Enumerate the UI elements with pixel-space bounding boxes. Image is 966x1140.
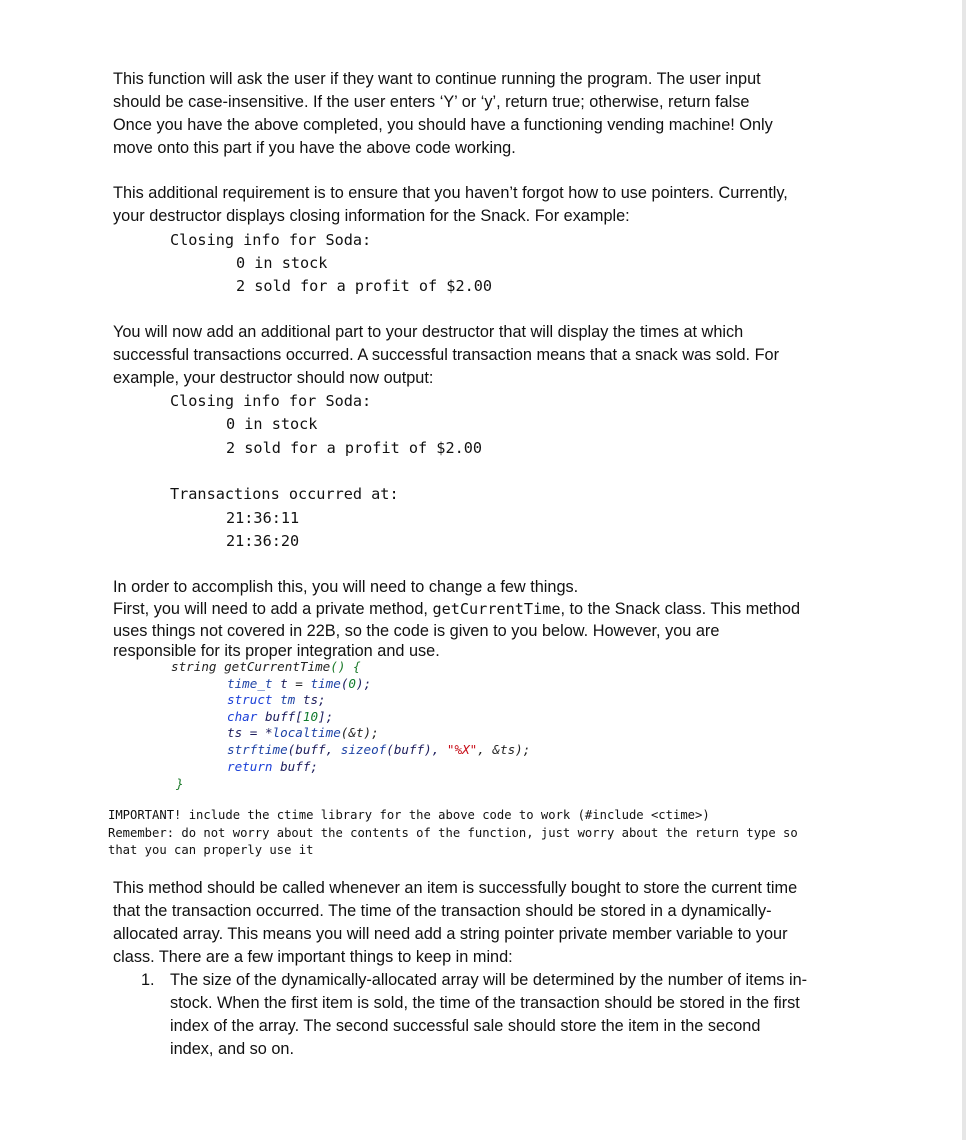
order-line: responsible for its proper integration and use. <box>113 642 440 660</box>
code-token: } <box>176 776 184 791</box>
code-token: struct <box>227 692 273 707</box>
intro-line: Once you have the above completed, you should have a functioning vending machine! Only <box>113 116 773 134</box>
code-token: buff <box>264 709 296 724</box>
code-line <box>227 759 318 776</box>
order-text: First, you will need to add a private method, <box>113 600 433 618</box>
order-line: In order to accomplish this, you will need to change a few things. <box>113 578 579 596</box>
method-para-line: class. There are a few important things to keep in mind: <box>113 948 513 966</box>
code-token: "%X" <box>446 742 478 757</box>
list-item-line: stock. When the first item is sold, the time of the transaction should be stored in the first <box>170 994 800 1012</box>
destructor-line: You will now add an additional part to your destructor that will display the times at which <box>113 323 744 341</box>
intro-line: move onto this part if you have the above code working. <box>113 139 516 157</box>
code-line <box>227 692 326 709</box>
transaction-time: 21:36:11 <box>226 509 300 527</box>
code-line <box>227 676 371 693</box>
code-token: 0 <box>348 676 356 691</box>
code-line <box>227 709 333 726</box>
code-token: [ <box>295 709 303 724</box>
note-line: Remember: do not worry about the contents of the function, just worry about the return type so <box>108 826 798 840</box>
code-token: , &ts); <box>477 742 531 757</box>
example1-heading: Closing info for Soda: <box>170 231 372 249</box>
code-token: localtime <box>272 725 341 740</box>
intro-line: should be case-insensitive. If the user enters ‘Y’ or ‘y’, return true; otherwise, return false <box>113 93 750 111</box>
code-token: () <box>330 659 346 674</box>
code-token: buff; <box>280 759 319 774</box>
transactions-heading: Transactions occurred at: <box>170 485 399 503</box>
code-line <box>227 725 379 742</box>
code-token: time <box>310 676 341 691</box>
code-token: return <box>227 759 273 774</box>
code-token: * <box>264 725 273 740</box>
code-token: sizeof <box>340 742 387 757</box>
code-token: 10 <box>302 709 319 724</box>
example2-heading: Closing info for Soda: <box>170 392 372 410</box>
method-para-line: allocated array. This means you will need add a string pointer private member variable to your <box>113 925 788 943</box>
example1-sold: 2 sold for a profit of $2.00 <box>236 277 493 295</box>
code-token: { <box>353 659 361 674</box>
method-para-line: that the transaction occurred. The time of the transaction should be stored in a dynamically- <box>113 902 772 920</box>
code-token: string <box>171 659 217 674</box>
order-line-method <box>113 598 800 621</box>
list-item-number: 1. <box>141 971 155 989</box>
list-item-line: The size of the dynamically-allocated array will be determined by the number of items in- <box>170 971 808 989</box>
code-token: tm <box>280 692 296 707</box>
method-para-line: This method should be called whenever an item is successfully bought to store the current time <box>113 879 798 897</box>
code-token: char <box>227 709 258 724</box>
code-line <box>176 776 184 793</box>
transaction-time: 21:36:20 <box>226 532 300 550</box>
code-token: time_t <box>227 676 273 691</box>
list-item-line: index of the array. The second successful sale should store the item in the second <box>170 1017 761 1035</box>
destructor-line: example, your destructor should now output: <box>113 369 434 387</box>
code-token: ( <box>340 676 349 691</box>
code-token: ); <box>356 676 372 691</box>
code-token: (&t); <box>340 725 379 740</box>
code-token: = <box>249 725 258 740</box>
code-token: t <box>280 676 288 691</box>
code-token: strftime <box>227 742 288 757</box>
method-name: getCurrentTime <box>432 600 561 618</box>
list-item-line: index, and so on. <box>170 1040 295 1058</box>
code-token: ts; <box>302 692 326 707</box>
code-line <box>171 659 361 676</box>
pointers-line: your destructor displays closing information for the Snack. For example: <box>113 207 630 225</box>
code-token: ]; <box>318 709 334 724</box>
intro-line: This function will ask the user if they want to continue running the program. The user input <box>113 70 761 88</box>
note-line: that you can properly use it <box>108 843 314 857</box>
pointers-line: This additional requirement is to ensure that you haven’t forgot how to use pointers. Currently, <box>113 184 788 202</box>
code-token: getCurrentTime <box>224 659 331 674</box>
example1-stock: 0 in stock <box>236 254 328 272</box>
code-token: ts <box>227 725 243 740</box>
note-important: IMPORTANT! include the ctime library for the above code to work (#include <ctime>) <box>108 808 710 822</box>
page-edge <box>962 0 966 1140</box>
code-line <box>227 742 530 759</box>
destructor-line: successful transactions occurred. A successful transaction means that a snack was sold. For <box>113 346 780 364</box>
example2-stock: 0 in stock <box>226 415 318 433</box>
code-token: = <box>295 676 303 691</box>
order-line: uses things not covered in 22B, so the code is given to you below. However, you are <box>113 622 720 640</box>
example2-sold: 2 sold for a profit of $2.00 <box>226 439 483 457</box>
order-text: , to the Snack class. This method <box>560 600 800 618</box>
code-token: (buff, <box>287 742 341 757</box>
code-token: (buff), <box>386 742 447 757</box>
